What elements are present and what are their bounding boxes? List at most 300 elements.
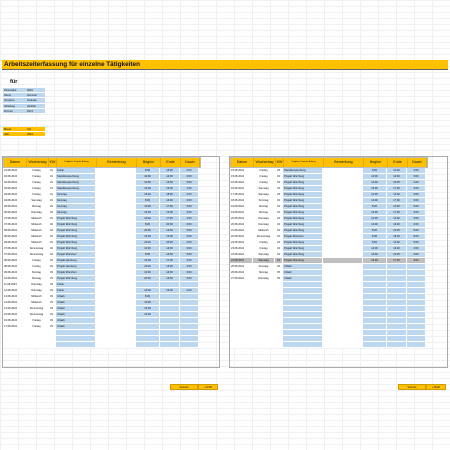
end-cell[interactable] — [160, 294, 180, 299]
start-cell[interactable] — [363, 312, 387, 317]
kw-cell[interactable]: 34 — [275, 216, 283, 221]
end-cell[interactable]: 13:00 — [160, 234, 180, 239]
start-cell[interactable] — [363, 276, 387, 281]
end-cell[interactable]: 16:00 — [387, 222, 407, 227]
activity-cell[interactable]: Projekt Würzburg — [56, 276, 96, 281]
duration-cell[interactable] — [180, 336, 199, 341]
start-cell[interactable]: 14:00 — [363, 258, 387, 263]
remark-cell[interactable] — [96, 168, 136, 173]
start-cell[interactable]: 10:00 — [363, 216, 387, 221]
kw-cell[interactable]: 32 — [48, 204, 56, 209]
kw-cell[interactable]: 33 — [275, 168, 283, 173]
end-cell[interactable]: 10:00 — [387, 168, 407, 173]
duration-cell[interactable]: 3:00 — [407, 216, 426, 221]
date-cell[interactable]: 21.08.2024 — [230, 228, 253, 233]
remark-cell[interactable] — [96, 294, 136, 299]
end-cell[interactable] — [387, 288, 407, 293]
activity-cell[interactable] — [56, 342, 96, 347]
end-cell[interactable] — [160, 342, 180, 347]
end-cell[interactable]: 16:00 — [387, 234, 407, 239]
activity-cell[interactable]: Projekt Würzburg — [56, 216, 96, 221]
duration-cell[interactable] — [407, 270, 426, 275]
activity-cell[interactable]: Sonntag — [56, 192, 96, 197]
remark-cell[interactable] — [96, 318, 136, 323]
remark-cell[interactable] — [323, 204, 363, 209]
start-cell[interactable]: 10:00 — [136, 312, 160, 317]
duration-cell[interactable]: 3:00 — [180, 210, 199, 215]
remark-cell[interactable] — [323, 240, 363, 245]
remark-cell[interactable] — [96, 246, 136, 251]
remark-cell[interactable] — [323, 312, 363, 317]
weekday-cell[interactable]: Dienstag — [26, 288, 48, 293]
kw-cell[interactable]: 33 — [275, 174, 283, 179]
start-cell[interactable]: 8:00 — [136, 252, 160, 257]
date-cell[interactable] — [230, 342, 253, 347]
remark-cell[interactable] — [323, 270, 363, 275]
end-cell[interactable] — [387, 282, 407, 287]
duration-cell[interactable] — [407, 288, 426, 293]
date-cell[interactable]: 02.08.2024 — [3, 180, 26, 185]
date-cell[interactable]: 16.08.2024 — [230, 186, 253, 191]
activity-cell[interactable] — [56, 330, 96, 335]
weekday-cell[interactable] — [253, 336, 275, 341]
date-cell[interactable]: 12.08.2024 — [3, 288, 26, 293]
start-cell[interactable]: 10:00 — [363, 252, 387, 257]
date-cell[interactable]: 24.08.2024 — [230, 252, 253, 257]
kw-cell[interactable]: 31 — [48, 198, 56, 203]
kw-cell[interactable] — [275, 282, 283, 287]
duration-cell[interactable] — [407, 282, 426, 287]
activity-cell[interactable]: Projekt Würzburg — [283, 228, 323, 233]
activity-cell[interactable]: Projekt Würzburg — [283, 246, 323, 251]
activity-cell[interactable] — [283, 330, 323, 335]
activity-cell[interactable] — [283, 306, 323, 311]
date-cell[interactable]: 15.08.2024 — [230, 174, 253, 179]
date-cell[interactable]: 22.08.2024 — [230, 234, 253, 239]
activity-cell[interactable]: Krank — [56, 282, 96, 287]
date-cell[interactable]: 20.08.2024 — [230, 216, 253, 221]
info-value[interactable]: Vertrieb — [26, 104, 45, 108]
activity-cell[interactable]: Projekt Würzburg — [283, 180, 323, 185]
end-cell[interactable]: 13:00 — [160, 264, 180, 269]
kw-cell[interactable]: 31 — [48, 168, 56, 173]
remark-cell[interactable] — [96, 204, 136, 209]
duration-cell[interactable]: 2:00 — [180, 240, 199, 245]
duration-cell[interactable]: 3:00 — [407, 210, 426, 215]
activity-cell[interactable]: Urlaub — [283, 264, 323, 269]
weekday-cell[interactable]: Freitag — [26, 324, 48, 329]
start-cell[interactable]: 20:00 — [136, 276, 160, 281]
kw-cell[interactable] — [275, 330, 283, 335]
weekday-cell[interactable]: Dienstag — [253, 216, 275, 221]
weekday-cell[interactable]: Montag — [253, 210, 275, 215]
start-cell[interactable] — [363, 270, 387, 275]
end-cell[interactable]: 13:00 — [387, 228, 407, 233]
date-cell[interactable]: 04.08.2024 — [3, 198, 26, 203]
date-cell[interactable]: 11.08.2024 — [3, 282, 26, 287]
end-cell[interactable]: 13:00 — [160, 210, 180, 215]
kw-cell[interactable]: 34 — [275, 228, 283, 233]
date-cell[interactable]: 08.08.2024 — [3, 228, 26, 233]
duration-cell[interactable]: 3:00 — [407, 174, 426, 179]
duration-cell[interactable] — [407, 294, 426, 299]
duration-cell[interactable]: 5:00 — [407, 204, 426, 209]
remark-cell[interactable] — [323, 306, 363, 311]
duration-cell[interactable]: 3:00 — [180, 276, 199, 281]
kw-cell[interactable] — [48, 342, 56, 347]
duration-cell[interactable]: 3:00 — [180, 264, 199, 269]
end-cell[interactable]: 17:00 — [387, 198, 407, 203]
activity-cell[interactable]: Projekt Würzburg — [283, 186, 323, 191]
kw-cell[interactable]: 34 — [275, 222, 283, 227]
remark-cell[interactable] — [323, 246, 363, 251]
weekday-cell[interactable] — [26, 336, 48, 341]
end-cell[interactable]: 16:00 — [387, 246, 407, 251]
date-cell[interactable] — [3, 336, 26, 341]
start-cell[interactable]: 8:00 — [136, 222, 160, 227]
kw-cell[interactable]: 33 — [48, 300, 56, 305]
date-cell[interactable]: 06.08.2024 — [3, 210, 26, 215]
activity-cell[interactable]: Sonntag — [56, 210, 96, 215]
kw-cell[interactable]: 33 — [275, 198, 283, 203]
start-cell[interactable]: 8:00 — [136, 198, 160, 203]
duration-cell[interactable] — [407, 330, 426, 335]
date-cell[interactable]: 17.08.2024 — [230, 192, 253, 197]
remark-cell[interactable] — [96, 336, 136, 341]
activity-cell[interactable]: Projekt Würzburg — [283, 258, 323, 263]
weekday-cell[interactable]: Samstag — [26, 198, 48, 203]
weekday-cell[interactable]: Mittwoch — [253, 228, 275, 233]
remark-cell[interactable] — [96, 324, 136, 329]
date-cell[interactable]: 09.08.2024 — [3, 240, 26, 245]
end-cell[interactable]: 16:00 — [160, 168, 180, 173]
end-cell[interactable] — [160, 312, 180, 317]
kw-cell[interactable]: 33 — [275, 186, 283, 191]
weekday-cell[interactable]: Montag — [26, 270, 48, 275]
activity-cell[interactable] — [283, 282, 323, 287]
weekday-cell[interactable]: Freitag — [26, 186, 48, 191]
weekday-cell[interactable]: Samstag — [253, 186, 275, 191]
kw-cell[interactable] — [275, 288, 283, 293]
duration-cell[interactable]: 3:00 — [407, 252, 426, 257]
end-cell[interactable] — [387, 300, 407, 305]
activity-cell[interactable]: Urlaub — [56, 324, 96, 329]
weekday-cell[interactable] — [253, 342, 275, 347]
duration-cell[interactable]: 2:00 — [180, 192, 199, 197]
remark-cell[interactable] — [323, 198, 363, 203]
start-cell[interactable] — [363, 336, 387, 341]
activity-cell[interactable]: Projekt Würzburg — [283, 216, 323, 221]
start-cell[interactable] — [363, 294, 387, 299]
kw-cell[interactable]: 32 — [48, 234, 56, 239]
kw-cell[interactable]: 35 — [275, 276, 283, 281]
kw-cell[interactable]: 31 — [48, 192, 56, 197]
date-cell[interactable]: 07.08.2024 — [3, 252, 26, 257]
start-cell[interactable] — [136, 336, 160, 341]
duration-cell[interactable] — [180, 294, 199, 299]
date-cell[interactable]: 15.08.2024 — [230, 168, 253, 173]
kw-cell[interactable] — [275, 300, 283, 305]
date-cell[interactable]: 01.08.2024 — [3, 168, 26, 173]
kw-cell[interactable]: 34 — [275, 246, 283, 251]
activity-cell[interactable] — [56, 336, 96, 341]
remark-cell[interactable] — [323, 276, 363, 281]
duration-cell[interactable]: 3:00 — [180, 180, 199, 185]
info-value[interactable]: 2024 — [26, 132, 45, 136]
activity-cell[interactable]: Sonntag — [56, 204, 96, 209]
info-value[interactable]: 0001 — [26, 88, 45, 92]
activity-cell[interactable]: Standbesprechung — [56, 180, 96, 185]
weekday-cell[interactable]: Mittwoch — [26, 234, 48, 239]
start-cell[interactable]: 20:00 — [136, 228, 160, 233]
activity-cell[interactable]: Urlaub — [283, 270, 323, 275]
end-cell[interactable]: 15:00 — [160, 186, 180, 191]
weekday-cell[interactable]: Samstag — [253, 192, 275, 197]
kw-cell[interactable]: 32 — [48, 258, 56, 263]
kw-cell[interactable] — [275, 336, 283, 341]
activity-cell[interactable]: Projekt Würzburg — [56, 228, 96, 233]
remark-cell[interactable] — [323, 342, 363, 347]
remark-cell[interactable] — [323, 336, 363, 341]
kw-cell[interactable]: 33 — [48, 306, 56, 311]
remark-cell[interactable] — [323, 180, 363, 185]
date-cell[interactable] — [230, 336, 253, 341]
kw-cell[interactable] — [275, 318, 283, 323]
duration-cell[interactable] — [407, 324, 426, 329]
end-cell[interactable]: 13:00 — [387, 204, 407, 209]
date-cell[interactable]: 16.08.2024 — [3, 318, 26, 323]
start-cell[interactable]: 14:00 — [136, 258, 160, 263]
start-cell[interactable]: 10:00 — [136, 300, 160, 305]
info-value[interactable]: FM 2 — [26, 109, 45, 113]
weekday-cell[interactable]: Sonntag — [253, 264, 275, 269]
weekday-cell[interactable]: Freitag — [26, 174, 48, 179]
activity-cell[interactable]: Krank — [56, 168, 96, 173]
weekday-cell[interactable]: Dienstag — [253, 222, 275, 227]
weekday-cell[interactable]: Donnerstag — [26, 252, 48, 257]
activity-cell[interactable]: Projekt Würzburg — [56, 246, 96, 251]
start-cell[interactable]: 8:00 — [363, 204, 387, 209]
remark-cell[interactable] — [323, 186, 363, 191]
remark-cell[interactable] — [96, 288, 136, 293]
date-cell[interactable]: 02.08.2024 — [3, 174, 26, 179]
start-cell[interactable]: 10:00 — [363, 174, 387, 179]
activity-cell[interactable] — [283, 336, 323, 341]
remark-cell[interactable] — [96, 222, 136, 227]
duration-cell[interactable]: 3:00 — [407, 198, 426, 203]
end-cell[interactable] — [160, 300, 180, 305]
remark-cell[interactable] — [96, 306, 136, 311]
date-cell[interactable]: 25.08.2024 — [230, 264, 253, 269]
start-cell[interactable]: 10:00 — [136, 246, 160, 251]
activity-cell[interactable]: Projekt Würzburg — [283, 174, 323, 179]
activity-cell[interactable]: Projekt Würzburg — [283, 240, 323, 245]
kw-cell[interactable]: 33 — [48, 288, 56, 293]
weekday-cell[interactable]: Sonntag — [253, 198, 275, 203]
end-cell[interactable]: 13:00 — [160, 180, 180, 185]
weekday-cell[interactable]: Mittwoch — [26, 294, 48, 299]
kw-cell[interactable]: 32 — [48, 264, 56, 269]
start-cell[interactable]: 10:00 — [136, 180, 160, 185]
start-cell[interactable]: 14:00 — [363, 222, 387, 227]
start-cell[interactable] — [136, 318, 160, 323]
date-cell[interactable]: 20.08.2024 — [230, 222, 253, 227]
activity-cell[interactable]: Projekt Würzburg — [56, 234, 96, 239]
activity-cell[interactable]: Urlaub — [56, 300, 96, 305]
duration-cell[interactable]: 3:00 — [180, 228, 199, 233]
weekday-cell[interactable]: Freitag — [253, 246, 275, 251]
date-cell[interactable] — [230, 300, 253, 305]
start-cell[interactable] — [363, 288, 387, 293]
duration-cell[interactable] — [407, 306, 426, 311]
remark-cell[interactable] — [96, 282, 136, 287]
weekday-cell[interactable] — [253, 324, 275, 329]
duration-cell[interactable] — [407, 318, 426, 323]
duration-cell[interactable] — [407, 336, 426, 341]
weekday-cell[interactable]: Mittwoch — [26, 300, 48, 305]
start-cell[interactable]: 14:00 — [363, 210, 387, 215]
end-cell[interactable]: 20:00 — [160, 222, 180, 227]
kw-cell[interactable]: 33 — [48, 270, 56, 275]
info-value[interactable]: Hummel — [26, 93, 45, 97]
remark-cell[interactable] — [323, 288, 363, 293]
weekday-cell[interactable] — [253, 288, 275, 293]
weekday-cell[interactable]: Freitag — [253, 168, 275, 173]
weekday-cell[interactable] — [253, 330, 275, 335]
weekday-cell[interactable]: Donnerstag — [253, 234, 275, 239]
remark-cell[interactable] — [323, 174, 363, 179]
duration-cell[interactable] — [407, 342, 426, 347]
date-cell[interactable]: 24.08.2024 — [230, 258, 253, 263]
remark-cell[interactable] — [323, 222, 363, 227]
start-cell[interactable]: 10:00 — [136, 216, 160, 221]
start-cell[interactable]: 10:00 — [363, 186, 387, 191]
remark-cell[interactable] — [96, 198, 136, 203]
duration-cell[interactable]: 4:00 — [180, 198, 199, 203]
weekday-cell[interactable]: Freitag — [26, 168, 48, 173]
activity-cell[interactable]: Urlaub — [283, 276, 323, 281]
start-cell[interactable]: 10:00 — [136, 264, 160, 269]
kw-cell[interactable] — [275, 294, 283, 299]
kw-cell[interactable]: 33 — [48, 318, 56, 323]
end-cell[interactable] — [160, 336, 180, 341]
start-cell[interactable] — [363, 324, 387, 329]
weekday-cell[interactable]: Dienstag — [26, 210, 48, 215]
end-cell[interactable]: 13:00 — [160, 246, 180, 251]
activity-cell[interactable]: Projekt Hamburg — [56, 264, 96, 269]
end-cell[interactable]: 18:00 — [160, 192, 180, 197]
activity-cell[interactable]: Projekt Würzburg — [283, 222, 323, 227]
kw-cell[interactable]: 34 — [275, 258, 283, 263]
start-cell[interactable] — [363, 264, 387, 269]
weekday-cell[interactable]: Freitag — [26, 192, 48, 197]
end-cell[interactable]: 17:00 — [387, 210, 407, 215]
weekday-cell[interactable]: Dienstag — [26, 282, 48, 287]
weekday-cell[interactable]: Freitag — [253, 240, 275, 245]
duration-cell[interactable] — [180, 312, 199, 317]
end-cell[interactable]: 13:00 — [387, 174, 407, 179]
end-cell[interactable] — [387, 264, 407, 269]
remark-cell[interactable] — [96, 252, 136, 257]
date-cell[interactable] — [230, 318, 253, 323]
end-cell[interactable]: 13:00 — [160, 270, 180, 275]
remark-cell[interactable] — [323, 330, 363, 335]
duration-cell[interactable]: 3:00 — [407, 192, 426, 197]
weekday-cell[interactable]: Mittwoch — [26, 240, 48, 245]
end-cell[interactable]: 13:00 — [160, 198, 180, 203]
activity-cell[interactable] — [283, 312, 323, 317]
kw-cell[interactable]: 33 — [48, 312, 56, 317]
kw-cell[interactable] — [275, 312, 283, 317]
weekday-cell[interactable]: Montag — [26, 276, 48, 281]
kw-cell[interactable]: 34 — [275, 204, 283, 209]
date-cell[interactable] — [230, 294, 253, 299]
activity-cell[interactable]: Projekt München — [283, 234, 323, 239]
date-cell[interactable]: 07.08.2024 — [3, 222, 26, 227]
duration-cell[interactable] — [180, 300, 199, 305]
end-cell[interactable] — [387, 342, 407, 347]
end-cell[interactable] — [160, 330, 180, 335]
activity-cell[interactable]: Urlaub — [56, 312, 96, 317]
remark-cell[interactable] — [323, 210, 363, 215]
activity-cell[interactable]: Projekt Würzburg — [56, 222, 96, 227]
kw-cell[interactable]: 32 — [48, 222, 56, 227]
weekday-cell[interactable]: Freitag — [26, 258, 48, 263]
end-cell[interactable] — [387, 270, 407, 275]
end-cell[interactable] — [387, 276, 407, 281]
remark-cell[interactable] — [323, 192, 363, 197]
start-cell[interactable]: 10:00 — [136, 270, 160, 275]
end-cell[interactable] — [387, 318, 407, 323]
date-cell[interactable]: 08.08.2024 — [3, 264, 26, 269]
date-cell[interactable] — [230, 324, 253, 329]
activity-cell[interactable] — [283, 324, 323, 329]
kw-cell[interactable]: 31 — [48, 186, 56, 191]
kw-cell[interactable]: 33 — [48, 276, 56, 281]
date-cell[interactable]: 23.08.2024 — [230, 246, 253, 251]
start-cell[interactable]: 14:00 — [363, 198, 387, 203]
start-cell[interactable]: 8:00 — [136, 168, 160, 173]
date-cell[interactable]: 18.08.2024 — [230, 198, 253, 203]
start-cell[interactable]: 8:00 — [363, 234, 387, 239]
kw-cell[interactable]: 32 — [48, 246, 56, 251]
kw-cell[interactable]: 33 — [48, 324, 56, 329]
weekday-cell[interactable]: Samstag — [253, 258, 275, 263]
remark-cell[interactable] — [323, 318, 363, 323]
weekday-cell[interactable]: Dienstag — [253, 276, 275, 281]
remark-cell[interactable] — [96, 300, 136, 305]
kw-cell[interactable]: 34 — [275, 240, 283, 245]
kw-cell[interactable]: 34 — [275, 210, 283, 215]
weekday-cell[interactable]: Montag — [253, 270, 275, 275]
end-cell[interactable] — [387, 294, 407, 299]
weekday-cell[interactable]: Freitag — [253, 180, 275, 185]
date-cell[interactable]: 13.08.2024 — [3, 294, 26, 299]
remark-cell[interactable] — [96, 342, 136, 347]
remark-cell[interactable] — [96, 264, 136, 269]
duration-cell[interactable] — [180, 318, 199, 323]
duration-cell[interactable] — [180, 282, 199, 287]
kw-cell[interactable]: 34 — [275, 264, 283, 269]
remark-cell[interactable] — [323, 168, 363, 173]
remark-cell[interactable] — [323, 324, 363, 329]
duration-cell[interactable]: 4:00 — [180, 258, 199, 263]
date-cell[interactable] — [230, 312, 253, 317]
date-cell[interactable]: 03.08.2024 — [3, 192, 26, 197]
remark-cell[interactable] — [96, 174, 136, 179]
kw-cell[interactable] — [275, 306, 283, 311]
date-cell[interactable] — [3, 330, 26, 335]
